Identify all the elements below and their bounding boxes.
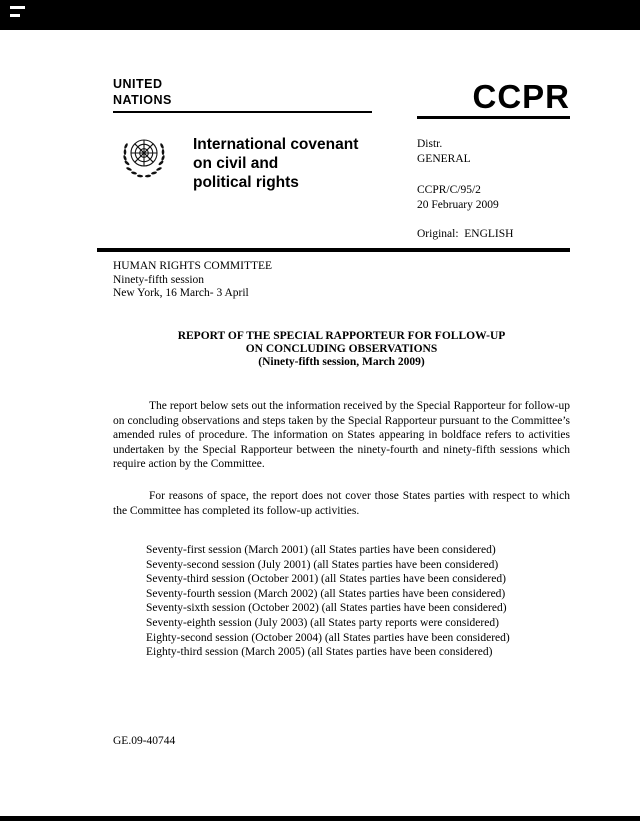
- report-title-line3: (Ninety-fifth session, March 2009): [258, 356, 425, 368]
- scan-top-bar: [0, 0, 640, 30]
- list-item: Eighty-third session (March 2005) (all States parties have been considered): [146, 646, 493, 659]
- session-number: Ninety-fifth session: [113, 273, 205, 286]
- session-header: [113, 260, 272, 301]
- committee-name: HUMAN RIGHTS COMMITTEE: [113, 260, 273, 272]
- list-item: Seventy-third session (October 2001) (all States parties have been considered): [146, 573, 506, 586]
- report-title-line1: REPORT OF THE SPECIAL RAPPORTEUR FOR FOLLOW-UP: [177, 330, 506, 342]
- report-title: [113, 330, 570, 369]
- header-rule-right: [417, 116, 570, 119]
- scan-bottom-bar: [0, 816, 640, 821]
- list-item: Seventy-eighth session (July 2003) (all States party reports were considered): [146, 616, 499, 629]
- list-item: Seventy-first session (March 2001) (all States parties have been considered): [146, 544, 496, 556]
- covenant-title: [193, 135, 358, 192]
- list-item: Seventy-second session (July 2001) (all States parties have been considered): [146, 558, 499, 571]
- session-venue: New York, 16 March- 3 April: [113, 287, 249, 299]
- doc-symbol: CCPR/C/95/2: [417, 184, 481, 196]
- covenant-title-line3: political rights: [193, 174, 299, 191]
- sessions-list: [146, 543, 510, 660]
- list-item: Seventy-fourth session (March 2002) (all States parties have been considered): [146, 587, 506, 600]
- org-name-line2: NATIONS: [113, 93, 172, 107]
- list-item: Eighty-second session (October 2004) (all States parties have been considered): [146, 631, 510, 644]
- header-rule-left: [113, 111, 372, 113]
- list-item: Seventy-sixth session (October 2002) (all States parties have been considered): [146, 602, 507, 615]
- paragraph-scope: For reasons of space, the report does not cover those States parties with respect to which the Committee has completed its follow-up activities.: [113, 490, 570, 517]
- distr-label: Distr.: [417, 138, 443, 150]
- distribution-block: [417, 137, 513, 242]
- report-title-line2: ON CONCLUDING OBSERVATIONS: [245, 343, 438, 355]
- original-language: Original: ENGLISH: [417, 228, 514, 240]
- ge-document-code: GE.09-40744: [113, 735, 176, 747]
- doc-symbol-large: CCPR: [472, 78, 570, 115]
- un-emblem-icon: [114, 129, 174, 189]
- paragraph-intro: The report below sets out the information received by the Special Rapporteur for follow-up on concluding observations and steps taken by the Special Rapporteur pursuant to the Committee’s amended rules of procedure. The information on States appearing in boldface refers to activities undertaken by the Special Rapporteur between the ninety-fourth and ninety-fifth sessions which require action by the Committee.: [113, 400, 570, 471]
- org-name-line1: UNITED: [113, 77, 163, 91]
- distr-value: GENERAL: [417, 153, 471, 165]
- header-divider-rule: [97, 248, 570, 252]
- covenant-title-line1: International covenant: [193, 136, 359, 153]
- org-name: [113, 76, 172, 108]
- covenant-title-line2: on civil and: [193, 155, 279, 172]
- scan-mark: [10, 6, 25, 9]
- scan-mark: [10, 14, 20, 17]
- doc-date: 20 February 2009: [417, 199, 499, 211]
